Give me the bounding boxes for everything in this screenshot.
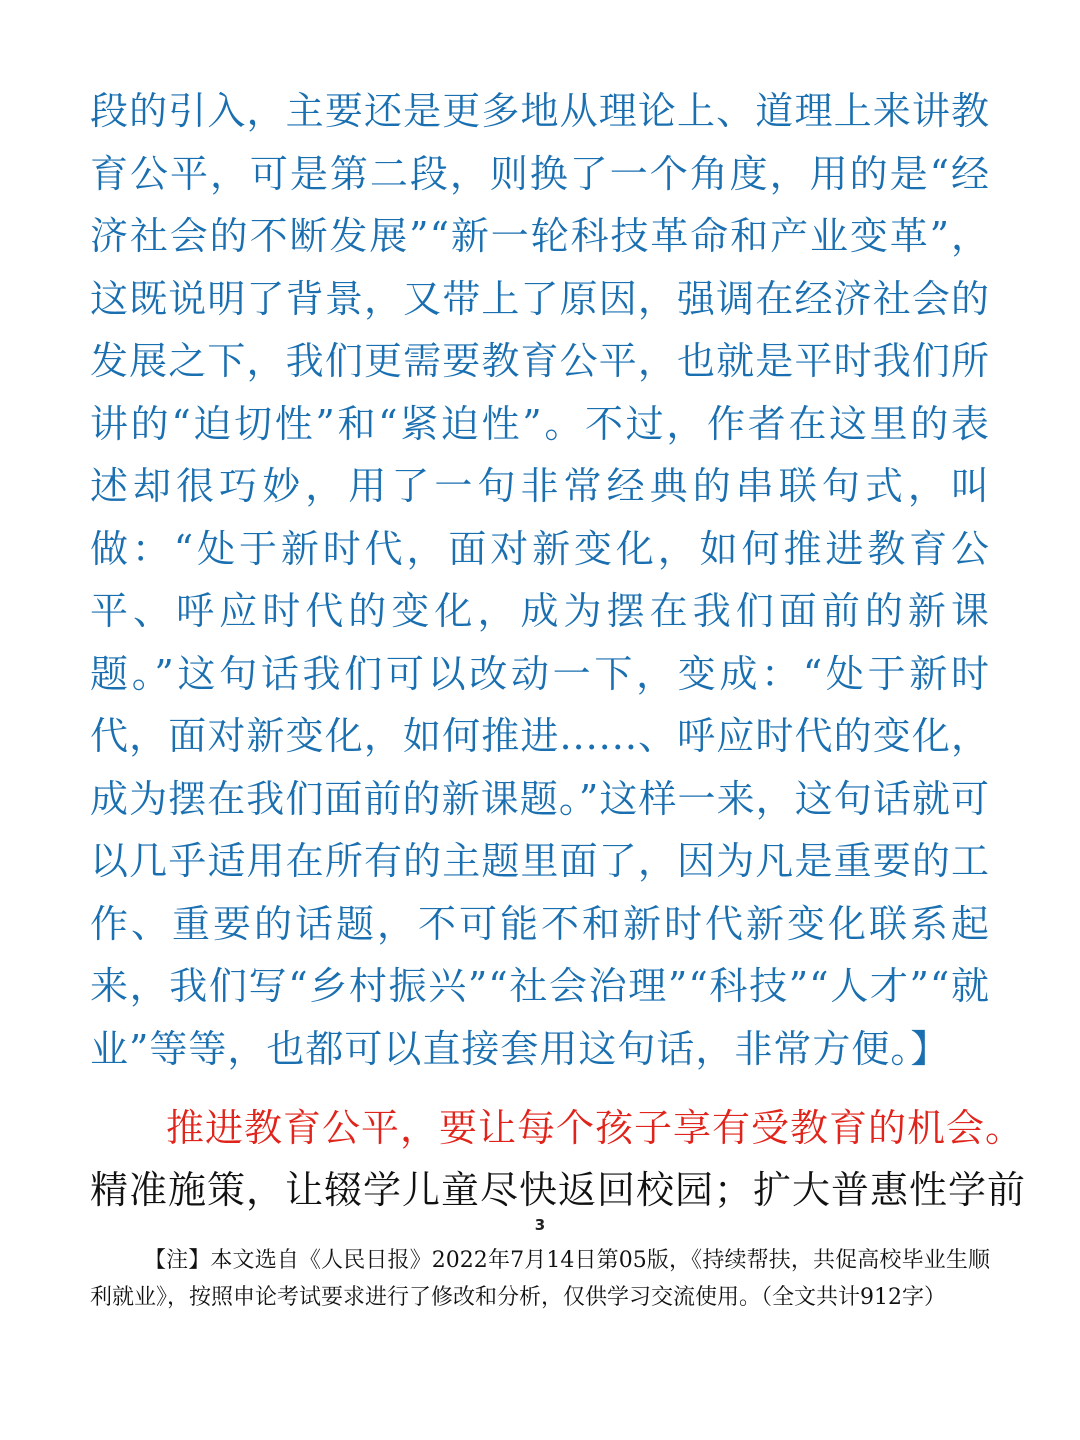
footnote: 【注】本文选自《人民日报》2022年7月14日第05版，《持续帮扶，共促高校毕业生顺利就业》，按照申论考试要求进行了修改和分析，仅供学习交流使用。（全文共计912字） bbox=[90, 1248, 990, 1310]
highlight-sentence: 推进教育公平，要让每个孩子享有受教育的机会。 bbox=[166, 1106, 1025, 1150]
analysis-paragraph: 段的引入，主要还是更多地从理论上、道理上来讲教育公平，可是第二段，则换了一个角度，用的是“经济社会的不断发展”“新一轮科技革命和产业变革”，这既说明了背景，又带上了原因，强调在经济社会的发展之下，我们更需要教育公平，也就是平时我们所讲的“迫切性”和“紧迫性”。不过，作者在这里的表述却很巧妙，用了一句非常经典的串联句式，叫做：“处于新时代，面对新变化，如何推进教育公平、呼应时代的变化，成为摆在我们面前的新课题。”这句话我们可以改动一下，变成：“处于新时代，面对新变化，如何推进......、呼应时代的变化，成为摆在我们面前的新课题。”这样一来，这句话就可以几乎适用在所有的主题里面了，因为凡是重要的工作、重要的话题，不可能不和新时代新变化联系起来，我们写“乡村振兴”“社会治理”“科技”“人才”“就业”等等，也都可以直接套用这句话，非常方便。】 bbox=[90, 89, 990, 1071]
page-number: 3 bbox=[534, 1216, 546, 1234]
body-text-line: 精准施策，让辍学儿童尽快返回校园；扩大普惠性学前 bbox=[90, 1168, 1027, 1212]
